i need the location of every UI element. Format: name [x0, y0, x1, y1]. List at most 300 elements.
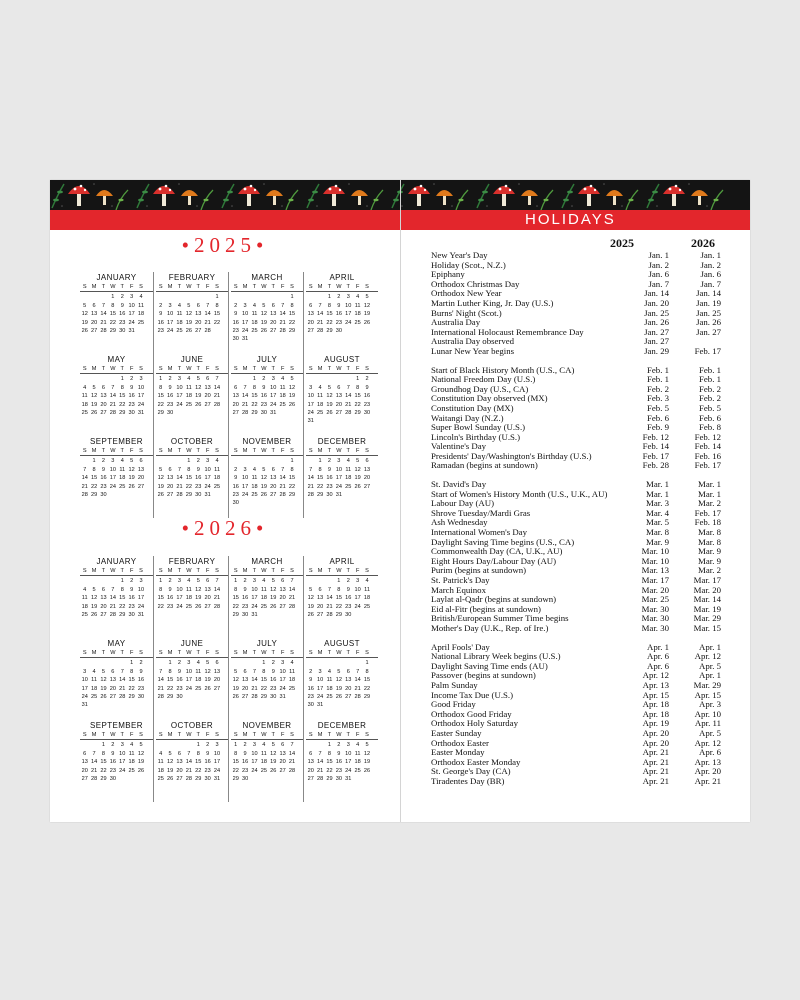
calendar-2025 — [78, 272, 378, 518]
day-cell: 2 — [262, 376, 266, 383]
day-cell: 12 — [90, 595, 98, 602]
month-block — [78, 638, 153, 720]
day-cell: 4 — [196, 660, 200, 667]
day-cell: 13 — [204, 586, 211, 593]
day-cell: 14 — [316, 759, 324, 766]
day-cell: 27 — [279, 767, 286, 774]
weekday-label: T — [271, 448, 275, 454]
weekday-label: M — [91, 366, 97, 372]
week-row — [80, 594, 153, 602]
week-row — [231, 457, 303, 465]
day-cell: 5 — [234, 668, 238, 675]
day-cell: 14 — [213, 586, 221, 593]
day-cell: 17 — [213, 759, 221, 766]
month-block — [303, 720, 378, 802]
weekday-label: F — [280, 568, 285, 574]
day-cell: 5 — [365, 742, 369, 749]
day-cell: 9 — [177, 668, 182, 675]
day-cell: 14 — [109, 393, 116, 400]
week-row — [306, 491, 378, 499]
day-cell: 11 — [317, 393, 323, 400]
day-cell: 2 — [309, 668, 313, 675]
day-cell: 8 — [120, 384, 124, 391]
day-cell: 31 — [81, 702, 88, 709]
holiday-date-2025: Mar. 10 — [641, 546, 669, 557]
day-cell: 22 — [288, 483, 296, 490]
day-cell: 22 — [119, 603, 126, 610]
weekday-label: M — [242, 650, 248, 656]
weekday-label: M — [167, 732, 173, 738]
day-cell: 9 — [168, 586, 172, 593]
day-cell: 2 — [168, 376, 172, 383]
day-cell: 6 — [309, 302, 313, 309]
day-cell: 21 — [316, 319, 324, 326]
week-row — [80, 775, 153, 783]
day-cell: 6 — [365, 458, 369, 465]
weekday-header — [80, 567, 153, 576]
week-row — [231, 302, 303, 310]
holiday-name: Australia Day — [431, 317, 481, 328]
day-cell: 12 — [335, 677, 342, 684]
day-cell: 2 — [168, 578, 172, 585]
week-row — [306, 693, 378, 701]
holiday-name: Daylight Saving Time begins (U.S., CA) — [431, 536, 575, 547]
day-cell: 21 — [279, 319, 286, 326]
day-cell: 7 — [309, 466, 313, 473]
holiday-name: Eight Hours Day/Labour Day (AU) — [431, 555, 557, 566]
day-cell — [287, 499, 296, 507]
day-cell: 9 — [196, 466, 200, 473]
weekday-label: T — [252, 650, 257, 656]
day-cell: 28 — [316, 776, 324, 783]
day-cell: 1 — [365, 660, 369, 667]
day-cell: 24 — [241, 492, 249, 499]
week-row — [231, 676, 303, 684]
day-cell: 20 — [109, 685, 116, 692]
day-cell: 9 — [139, 668, 143, 675]
day-cell: 6 — [101, 586, 106, 593]
day-cell: 7 — [101, 302, 106, 309]
week-row — [306, 750, 378, 758]
day-cell: 28 — [109, 612, 116, 619]
holiday-date-2026: Jan. 26 — [696, 317, 721, 328]
holiday-name: Burns' Night (Scot.) — [431, 307, 502, 318]
day-cell: 2 — [365, 376, 369, 383]
holiday-date-2025: Jan. 27 — [644, 336, 669, 347]
holiday-date-2025: Jan. 20 — [644, 297, 669, 308]
day-cell: 29 — [316, 492, 324, 499]
day-cell: 22 — [157, 401, 164, 408]
weekday-label: M — [167, 284, 173, 290]
week-row — [156, 302, 228, 310]
day-cell: 9 — [337, 750, 341, 757]
weekday-label: F — [355, 650, 360, 656]
day-cell: 27 — [137, 483, 145, 490]
day-cell: 31 — [241, 336, 249, 343]
weekday-label: T — [327, 568, 332, 574]
day-cell: 21 — [326, 603, 333, 610]
day-cell — [212, 409, 221, 417]
weekday-header — [156, 283, 228, 292]
day-cell: 28 — [81, 492, 88, 499]
day-cell: 8 — [252, 384, 257, 391]
day-cell — [315, 293, 324, 301]
holiday-date-2026: Mar. 29 — [693, 679, 721, 690]
week-row — [306, 659, 378, 667]
day-cell: 23 — [204, 767, 211, 774]
week-row — [231, 293, 303, 301]
day-cell: 4 — [365, 578, 369, 585]
day-cell — [165, 457, 174, 465]
day-cell: 30 — [345, 612, 352, 619]
day-cell: 25 — [354, 319, 361, 326]
holiday-date-2026: Apr. 5 — [699, 660, 721, 671]
day-cell: 4 — [177, 302, 182, 309]
holiday-name: Groundhog Day (U.S., CA) — [431, 383, 529, 394]
holiday-name: International Holocaust Remembrance Day — [431, 326, 584, 337]
day-cell — [250, 457, 259, 465]
weekday-label: F — [129, 732, 134, 738]
week-row — [231, 466, 303, 474]
day-cell: 28 — [251, 694, 258, 701]
week-row — [156, 750, 228, 758]
day-cell: 26 — [195, 603, 202, 610]
day-cell: 25 — [185, 401, 192, 408]
day-cell: 11 — [260, 586, 267, 593]
day-cell: 27 — [316, 612, 324, 619]
week-row — [80, 750, 153, 758]
day-cell: 21 — [81, 483, 88, 490]
day-cell: 1 — [290, 294, 294, 301]
day-cell: 11 — [289, 668, 295, 675]
day-cell: 16 — [119, 311, 126, 318]
day-cell: 5 — [92, 586, 96, 593]
day-cell — [175, 741, 184, 749]
day-cell: 24 — [270, 401, 277, 408]
day-cell: 10 — [251, 750, 258, 757]
day-cell: 13 — [232, 393, 239, 400]
weekday-label: F — [205, 732, 210, 738]
day-cell: 6 — [196, 302, 200, 309]
day-cell: 28 — [316, 328, 324, 335]
day-cell — [240, 375, 249, 383]
day-cell: 19 — [90, 603, 98, 610]
day-cell: 27 — [232, 410, 239, 417]
weekday-label: W — [336, 448, 342, 454]
day-cell: 14 — [176, 475, 183, 482]
day-cell: 17 — [166, 319, 174, 326]
day-cell: 23 — [195, 483, 202, 490]
holiday-name: Start of Women's History Month (U.S., U.K., AU) — [431, 488, 608, 499]
day-cell — [334, 659, 343, 667]
day-cell: 7 — [356, 668, 360, 675]
weekday-header — [306, 567, 378, 576]
month-block — [228, 436, 303, 518]
weekday-label: T — [271, 366, 275, 372]
weekday-label: W — [186, 732, 192, 738]
day-cell — [278, 611, 287, 619]
holiday-date-2025: Mar. 13 — [641, 565, 669, 576]
weekday-label: S — [308, 568, 313, 574]
day-cell: 20 — [270, 319, 277, 326]
weekday-label: W — [336, 650, 342, 656]
week-row — [156, 409, 228, 417]
day-cell: 20 — [232, 401, 239, 408]
week-row — [156, 594, 228, 602]
day-cell: 6 — [271, 466, 275, 473]
day-cell: 21 — [279, 483, 286, 490]
weekday-label: S — [139, 732, 143, 738]
day-cell: 14 — [204, 311, 211, 318]
weekday-label: M — [317, 366, 323, 372]
day-cell — [136, 775, 145, 783]
weekday-label: T — [252, 366, 257, 372]
day-cell: 12 — [195, 586, 202, 593]
weekday-label: T — [101, 366, 106, 372]
week-row — [306, 319, 378, 327]
day-cell: 20 — [335, 401, 342, 408]
week-row — [80, 577, 153, 585]
day-cell: 16 — [232, 483, 239, 490]
calendar-2026 — [78, 556, 378, 802]
day-cell: 6 — [111, 668, 115, 675]
holiday-date-2026: Mar. 15 — [693, 622, 721, 633]
weekday-label: S — [233, 568, 238, 574]
day-cell — [194, 693, 203, 701]
day-cell: 24 — [137, 603, 145, 610]
day-cell: 18 — [176, 319, 183, 326]
day-cell: 16 — [137, 677, 145, 684]
month-name: SEPTEMBER — [90, 437, 143, 446]
day-cell — [325, 659, 334, 667]
weekday-label: S — [82, 650, 87, 656]
day-cell: 19 — [185, 319, 192, 326]
day-cell: 26 — [363, 767, 371, 774]
day-cell: 27 — [195, 328, 202, 335]
holiday-date-2026: Feb. 2 — [699, 383, 721, 394]
day-cell: 22 — [260, 685, 267, 692]
day-cell: 12 — [326, 393, 333, 400]
day-cell — [315, 741, 324, 749]
weekday-label: F — [355, 568, 360, 574]
day-cell: 5 — [206, 660, 210, 667]
week-row — [80, 741, 153, 749]
holiday-name: Labour Day (AU) — [431, 498, 495, 509]
day-cell: 3 — [83, 668, 87, 675]
weekday-label: S — [290, 568, 294, 574]
week-row — [306, 767, 378, 775]
week-row — [156, 327, 228, 335]
month-block — [228, 720, 303, 802]
day-cell: 4 — [120, 458, 124, 465]
day-cell: 14 — [316, 311, 324, 318]
day-cell: 7 — [83, 466, 87, 473]
week-row — [306, 384, 378, 392]
week-row — [156, 685, 228, 693]
week-row — [80, 603, 153, 611]
holiday-name: Passover (begins at sundown) — [431, 670, 536, 681]
holiday-date-2026: Apr. 20 — [694, 766, 721, 777]
week-row — [156, 384, 228, 392]
month-name: OCTOBER — [170, 721, 214, 730]
week-row — [80, 701, 153, 709]
holiday-date-2026: Apr. 1 — [699, 641, 721, 652]
day-cell — [344, 701, 353, 709]
day-cell — [278, 293, 287, 301]
day-cell: 15 — [100, 759, 107, 766]
day-cell: 11 — [119, 466, 126, 473]
week-row — [156, 310, 228, 318]
day-cell: 15 — [157, 595, 164, 602]
day-cell — [250, 499, 259, 507]
week-row — [231, 750, 303, 758]
holiday-date-2025: Mar. 10 — [641, 555, 669, 566]
day-cell — [259, 499, 268, 507]
weekday-label: T — [120, 366, 124, 372]
weekday-label: T — [327, 448, 332, 454]
day-cell — [203, 293, 212, 301]
week-row — [80, 327, 153, 335]
year-title-2025: •2025• — [181, 233, 269, 257]
day-cell — [334, 701, 343, 709]
weekday-label: F — [129, 284, 134, 290]
day-cell: 26 — [137, 767, 145, 774]
day-cell: 11 — [279, 384, 286, 391]
day-cell: 18 — [81, 603, 88, 610]
holiday-name: Martin Luther King, Jr. Day (U.S.) — [431, 297, 554, 308]
day-cell: 15 — [288, 311, 296, 318]
day-cell: 27 — [109, 694, 116, 701]
day-cell: 30 — [137, 694, 145, 701]
day-cell — [175, 409, 184, 417]
day-cell: 26 — [260, 492, 267, 499]
month-block — [303, 638, 378, 720]
day-cell: 3 — [177, 376, 182, 383]
day-cell: 26 — [90, 410, 98, 417]
day-cell: 23 — [128, 603, 135, 610]
day-cell: 7 — [177, 466, 182, 473]
day-cell — [80, 577, 89, 585]
weekday-header — [306, 365, 378, 374]
day-cell: 10 — [81, 677, 88, 684]
day-cell: 30 — [195, 492, 202, 499]
day-cell: 23 — [176, 685, 183, 692]
day-cell: 27 — [307, 776, 314, 783]
day-cell: 6 — [92, 302, 96, 309]
day-cell: 7 — [290, 578, 294, 585]
weekday-label: M — [91, 284, 97, 290]
holiday-date-2026: Feb. 17 — [694, 460, 721, 471]
day-cell — [108, 577, 117, 585]
day-cell: 7 — [290, 742, 294, 749]
holiday-date-2025: Jan. 25 — [644, 307, 669, 318]
day-cell: 22 — [90, 483, 98, 490]
day-cell — [344, 491, 353, 499]
day-cell: 5 — [187, 302, 191, 309]
day-cell: 25 — [251, 328, 258, 335]
week-row — [306, 775, 378, 783]
month-block — [228, 272, 303, 354]
day-cell: 10 — [109, 466, 116, 473]
day-cell: 5 — [337, 668, 341, 675]
day-cell: 16 — [345, 595, 352, 602]
holiday-date-2025: Apr. 6 — [647, 660, 669, 671]
holiday-date-2026: Feb. 14 — [694, 441, 721, 452]
day-cell: 29 — [363, 694, 371, 701]
weekday-label: S — [139, 448, 143, 454]
weekday-label: S — [139, 650, 143, 656]
day-cell: 1 — [196, 742, 200, 749]
day-cell — [315, 577, 324, 585]
day-cell: 16 — [270, 677, 277, 684]
day-cell — [353, 417, 362, 425]
day-cell: 19 — [137, 759, 145, 766]
day-cell: 30 — [307, 702, 314, 709]
weekday-label: F — [355, 366, 360, 372]
day-cell: 24 — [128, 319, 135, 326]
weekday-header — [231, 567, 303, 576]
month-name: JUNE — [180, 639, 204, 648]
day-cell: 19 — [232, 685, 239, 692]
day-cell — [231, 659, 240, 667]
day-cell: 28 — [204, 328, 211, 335]
day-cell: 6 — [281, 578, 285, 585]
weekday-label: S — [82, 732, 87, 738]
day-cell — [136, 491, 145, 499]
week-row — [156, 392, 228, 400]
day-cell: 10 — [251, 586, 258, 593]
holiday-date-2026: Mar. 19 — [693, 603, 721, 614]
month-block — [303, 556, 378, 638]
week-row — [231, 611, 303, 619]
holiday-date-2026: Apr. 6 — [699, 747, 721, 758]
day-cell: 18 — [316, 401, 324, 408]
day-cell: 25 — [90, 694, 98, 701]
holiday-name: Orthodox Holy Saturday — [431, 718, 518, 729]
holiday-date-2025: Jan. 26 — [644, 317, 669, 328]
month-block — [153, 436, 228, 518]
day-cell: 29 — [288, 492, 296, 499]
weekday-label: W — [186, 568, 192, 574]
day-cell: 28 — [279, 328, 286, 335]
day-cell — [212, 491, 221, 499]
day-cell: 13 — [204, 384, 211, 391]
day-cell: 11 — [185, 586, 192, 593]
weekday-header — [306, 283, 378, 292]
day-cell: 26 — [204, 685, 211, 692]
day-cell: 2 — [327, 458, 332, 465]
holiday-name: Ash Wednesday — [431, 517, 488, 528]
day-cell: 27 — [307, 328, 314, 335]
day-cell: 2 — [271, 660, 275, 667]
day-cell — [184, 693, 193, 701]
week-row — [156, 401, 228, 409]
day-cell: 18 — [345, 475, 352, 482]
day-cell — [89, 741, 98, 749]
holiday-date-2026: Feb. 12 — [694, 431, 721, 442]
holiday-date-2025: Mar. 3 — [646, 498, 669, 509]
weekday-label: T — [252, 732, 257, 738]
day-cell: 26 — [166, 776, 174, 783]
day-cell — [80, 375, 89, 383]
day-cell: 15 — [354, 393, 361, 400]
day-cell: 6 — [206, 578, 210, 585]
day-cell: 5 — [365, 294, 369, 301]
holiday-date-2025: Jan. 29 — [644, 345, 669, 356]
day-cell: 5 — [356, 458, 360, 465]
weekday-label: T — [177, 448, 182, 454]
day-cell: 9 — [101, 466, 106, 473]
